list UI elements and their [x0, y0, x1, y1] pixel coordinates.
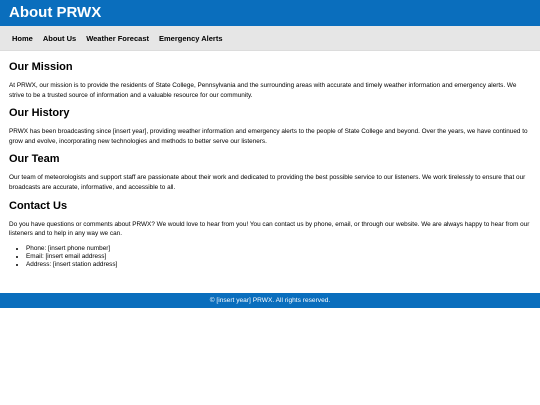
footer-copyright: © [insert year] PRWX. All rights reserved. [209, 297, 331, 304]
contact-email: • Email: [insert email address] [26, 253, 531, 261]
site-header [0, 0, 540, 26]
contact-text: Do you have questions or comments about PRWX? We would love to hear from you! You can contact us by phone, email, or through our website. We are always happy to hear from our listeners and to help in any way we can. [9, 220, 530, 238]
page-title: About PRWX [9, 4, 102, 21]
team-heading: Our Team [9, 153, 60, 166]
history-heading: Our History [9, 107, 70, 120]
contact-heading: Contact Us [9, 199, 68, 212]
nav-link-weather-forecast[interactable]: Weather Forecast [86, 33, 149, 43]
contact-phone: • Phone: [insert phone number] [26, 245, 531, 253]
mission-heading: Our Mission [9, 61, 73, 73]
nav-link-emergency-alerts[interactable]: Emergency Alerts [159, 33, 223, 43]
main-nav [0, 26, 540, 51]
contact-address: • Address: [insert station address] [26, 261, 531, 269]
team-section [9, 152, 531, 192]
contact-list [9, 245, 531, 270]
history-section [9, 106, 531, 146]
nav-link-about-us[interactable]: About Us [42, 33, 77, 43]
contact-section [9, 199, 531, 270]
mission-section [9, 60, 531, 100]
history-text: PRWX has been broadcasting since [insert year], providing weather information and emergency alerts to the people of State College and beyond. Over the years, we have continued to grow and evolve, incorporating new technologies and methods to better serve our listeners. [9, 128, 528, 145]
main-content [0, 51, 540, 269]
team-text: Our team of meteorologists and support staff are passionate about their work and dedicated to providing the best possible service to our listeners. We work tirelessly to ensure that our broadcasts are accurate, informative, and accessible to all. [9, 174, 526, 191]
mission-text: At PRWX, our mission is to provide the residents of State College, Pennsylvania and the surrounding areas with accurate and timely weather information and emergency alerts. We strive to be a trusted source of information and a valuable resource for our community. [9, 82, 517, 99]
nav-link-home[interactable]: Home [12, 33, 33, 43]
site-footer [0, 293, 540, 308]
